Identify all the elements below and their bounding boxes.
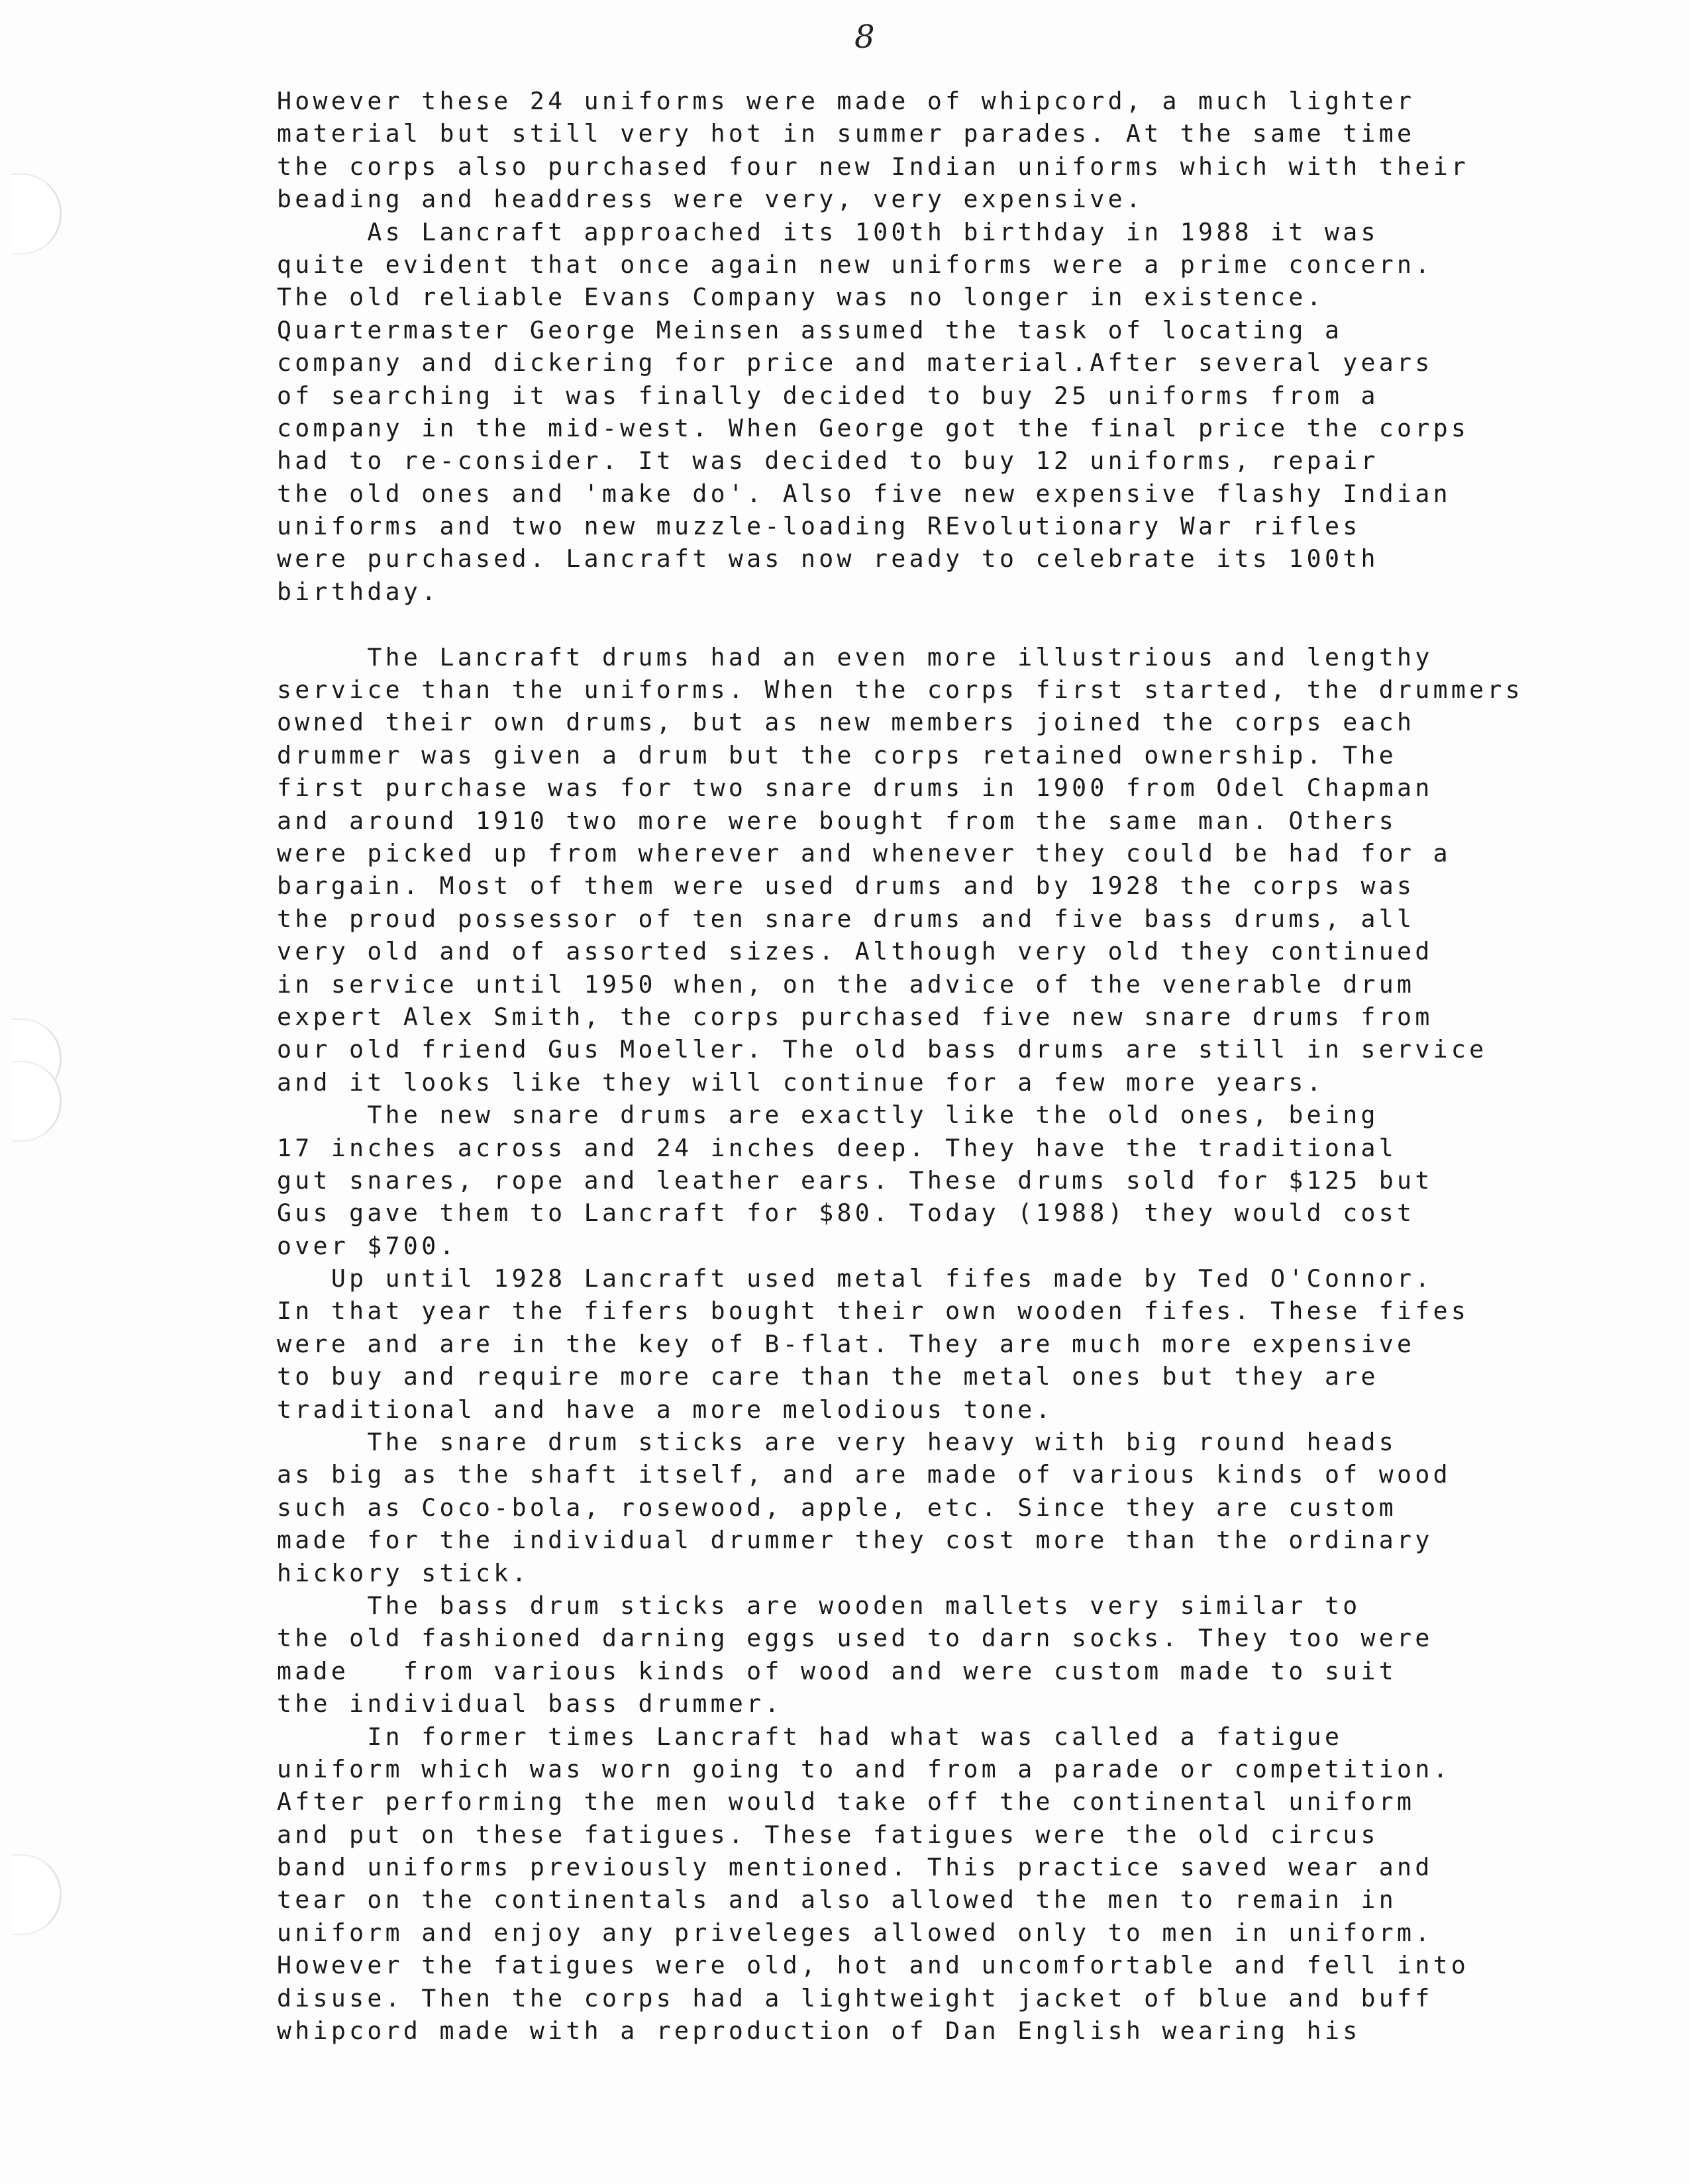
text-line: bargain. Most of them were used drums and by 1928 the corps was [277, 871, 1415, 901]
text-line: Gus gave them to Lancraft for $80. Today (1988) they would cost [277, 1199, 1415, 1228]
text-line: had to re-consider. It was decided to buy 12 uniforms, repair [277, 446, 1379, 475]
text-line: as big as the shaft itself, and are made of various kinds of wood [277, 1460, 1451, 1489]
text-line: The new snare drums are exactly like the old ones, being [277, 1101, 1379, 1130]
text-line: were purchased. Lancraft was now ready to celebrate its 100th [277, 544, 1379, 573]
text-line: in service until 1950 when, on the advice of the venerable drum [277, 969, 1415, 999]
text-line: hickory stick. [277, 1558, 530, 1587]
text-line: However the fatigues were old, hot and uncomfortable and fell into [277, 1951, 1470, 1980]
text-line: our old friend Gus Moeller. The old bass drums are still in service [277, 1035, 1488, 1064]
text-line: and put on these fatigues. These fatigues were the old circus [277, 1820, 1379, 1849]
text-line: gut snares, rope and leather ears. These drums sold for $125 but [277, 1166, 1433, 1195]
text-line: and around 1910 two more were bought from the same man. Others [277, 806, 1398, 835]
text-line: The bass drum sticks are wooden mallets very similar to [277, 1591, 1361, 1620]
text-line: quite evident that once again new uniforms were a prime concern. [277, 250, 1433, 279]
text-line: After performing the men would take off the continental uniform [277, 1787, 1415, 1816]
text-line: band uniforms previously mentioned. This practice saved wear and [277, 1853, 1433, 1882]
text-line: As Lancraft approached its 100th birthday in 1988 it was [277, 217, 1379, 246]
text-line: company in the mid-west. When George got the final price the corps [277, 413, 1470, 442]
body-text [277, 85, 1608, 2047]
text-line: The old reliable Evans Company was no longer in existence. [277, 283, 1325, 312]
text-line: first purchase was for two snare drums in 1900 from Odel Chapman [277, 773, 1433, 803]
text-line: Up until 1928 Lancraft used metal fifes made by Ted O'Connor. [277, 1264, 1433, 1293]
text-line: disuse. Then the corps had a lightweight jacket of blue and buff [277, 1983, 1433, 2012]
text-line: of searching it was finally decided to buy 25 uniforms from a [277, 381, 1379, 410]
text-line: 17 inches across and 24 inches deep. They have the traditional [277, 1133, 1398, 1162]
text-line: made for the individual drummer they cost more than the ordinary [277, 1526, 1433, 1555]
text-line: uniform and enjoy any priveleges allowed only to men in uniform. [277, 1918, 1433, 1947]
text-line: Quartermaster George Meinsen assumed the task of locating a [277, 315, 1343, 344]
text-line: and it looks like they will continue for a few more years. [277, 1067, 1325, 1097]
text-line: whipcord made with a reproduction of Dan English wearing his [277, 2016, 1361, 2046]
text-line: uniforms and two new muzzle-loading REvolutionary War rifles [277, 512, 1361, 541]
text-line: the proud possessor of ten snare drums and five bass drums, all [277, 904, 1415, 933]
page-number: 8 [854, 19, 875, 56]
text-line: owned their own drums, but as new members joined the corps each [277, 708, 1415, 737]
text-line: tear on the continentals and also allowed the men to remain in [277, 1885, 1398, 1914]
text-line: the corps also purchased four new Indian uniforms which with their [277, 152, 1470, 181]
text-line: traditional and have a more melodious tone. [277, 1395, 1054, 1424]
text-line: the old ones and 'make do'. Also five new expensive flashy Indian [277, 479, 1451, 508]
punch-hole [12, 174, 62, 254]
text-line: In that year the fifers bought their own wooden fifes. These fifes [277, 1297, 1470, 1326]
text-line: service than the uniforms. When the corps first started, the drummers [277, 675, 1523, 705]
text-line: However these 24 uniforms were made of whipcord, a much lighter [277, 87, 1415, 115]
text-line: material but still very hot in summer parades. At the same time [277, 119, 1415, 148]
text-line: made from various kinds of wood and were custom made to suit [277, 1656, 1398, 1685]
text-line: were picked up from wherever and whenever they could be had for a [277, 838, 1451, 868]
text-line: very old and of assorted sizes. Although very old they continued [277, 937, 1433, 966]
text-line: expert Alex Smith, the corps purchased five new snare drums from [277, 1002, 1433, 1031]
text-line: were and are in the key of B-flat. They are much more expensive [277, 1329, 1415, 1358]
text-line: the old fashioned darning eggs used to darn socks. They too were [277, 1624, 1433, 1653]
punch-hole [12, 1854, 62, 1935]
text-line: drummer was given a drum but the corps retained ownership. The [277, 740, 1398, 769]
text-line [277, 608, 1608, 640]
text-line: over $700. [277, 1231, 458, 1260]
text-line: In former times Lancraft had what was called a fatigue [277, 1722, 1343, 1751]
text-line: company and dickering for price and material.After several years [277, 348, 1433, 377]
text-line: to buy and require more care than the metal ones but they are [277, 1362, 1379, 1391]
text-line: The snare drum sticks are very heavy with big round heads [277, 1428, 1398, 1457]
text-line: such as Coco-bola, rosewood, apple, etc. Since they are custom [277, 1493, 1398, 1522]
text-line: the individual bass drummer. [277, 1689, 783, 1718]
text-line: birthday. [277, 577, 440, 606]
text-line: beading and headdress were very, very expensive. [277, 185, 1145, 214]
text-line: The Lancraft drums had an even more illustrious and lengthy [277, 642, 1433, 671]
text-line: uniform which was worn going to and from a parade or competition. [277, 1754, 1451, 1783]
